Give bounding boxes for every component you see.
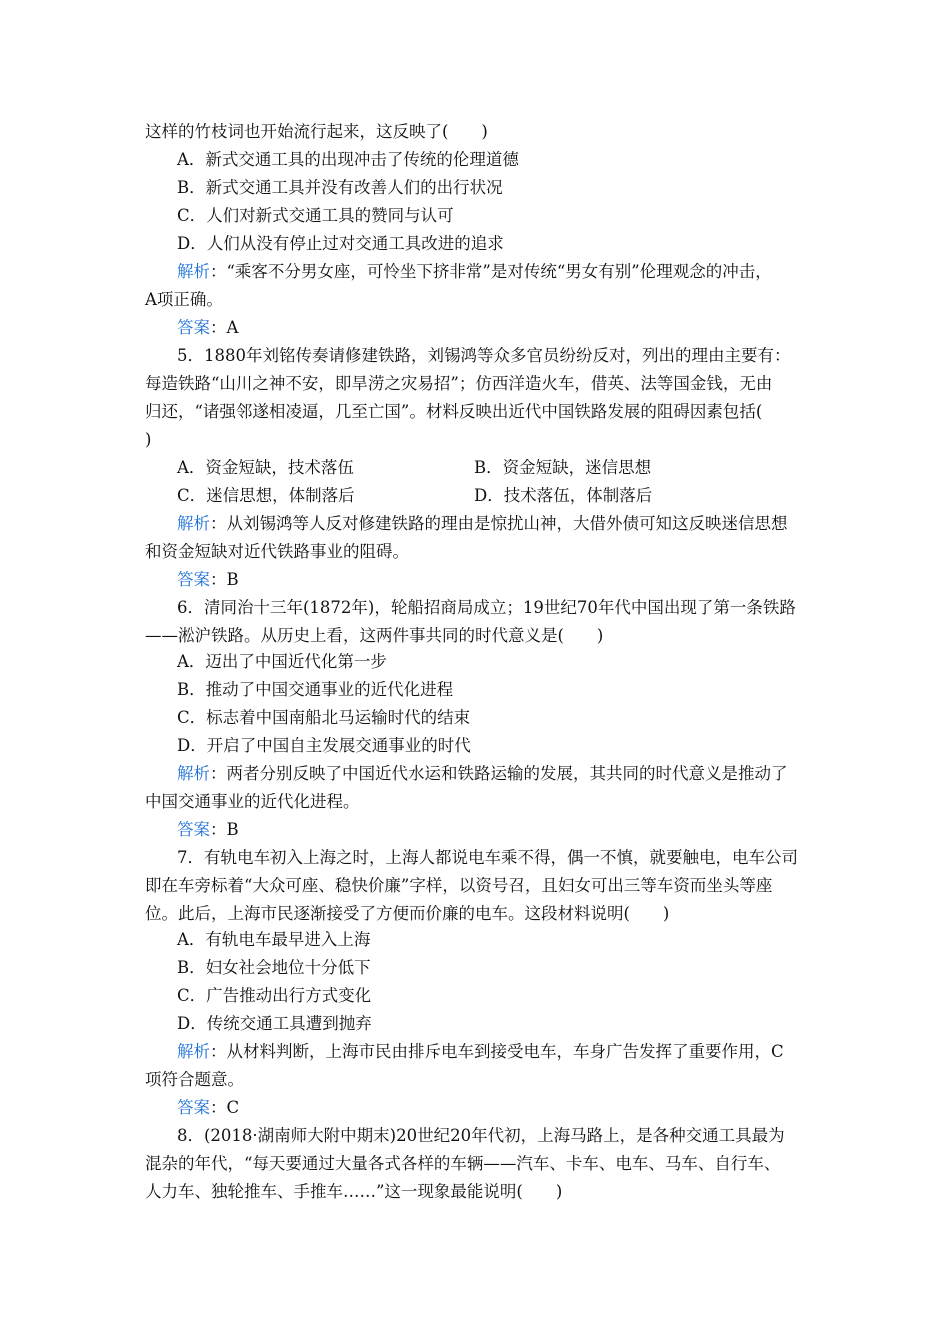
q6-analysis	[177, 764, 788, 784]
q6-stem-2: ——淞沪铁路。从历史上看，这两件事共同的时代意义是( )	[145, 626, 604, 645]
q7-option-a: A．有轨电车最早进入上海	[177, 930, 371, 949]
q4-answer	[177, 318, 238, 338]
answer-value: ：B	[210, 820, 239, 839]
q7-answer	[177, 1098, 239, 1118]
q4-option-d: D．人们从没有停止过对交通工具改进的追求	[177, 234, 504, 253]
q7-option-b: B．妇女社会地位十分低下	[177, 958, 371, 977]
q5-answer	[177, 570, 239, 590]
q5-option-d: D．技术落伍，体制落后	[474, 486, 653, 505]
answer-label: 答案	[177, 318, 210, 337]
analysis-label: 解析	[177, 262, 210, 281]
q4-option-b: B．新式交通工具并没有改善人们的出行状况	[177, 178, 503, 197]
answer-value: ：C	[210, 1098, 240, 1117]
q6-option-a: A．迈出了中国近代化第一步	[177, 652, 387, 671]
q7-analysis	[177, 1042, 784, 1062]
q5-option-c: C．迷信思想，体制落后	[177, 486, 355, 505]
q5-stem-3: 归还，“诸强邻遂相凌逼，几至亡国”。材料反映出近代中国铁路发展的阻碍因素包括(	[145, 402, 763, 421]
q6-option-b: B．推动了中国交通事业的近代化进程	[177, 680, 454, 699]
q7-analysis-cont: 项符合题意。	[145, 1070, 244, 1089]
q7-stem-3: 位。此后，上海市民逐渐接受了方便而价廉的电车。这段材料说明( )	[145, 904, 670, 923]
answer-value: ：A	[210, 318, 239, 337]
analysis-text: ：两者分别反映了中国近代水运和铁路运输的发展，其共同的时代意义是推动了	[210, 764, 788, 783]
q6-stem: 6．清同治十三年(1872年)，轮船招商局成立；19世纪70年代中国出现了第一条铁路	[177, 598, 796, 617]
q5-stem: 5．1880年刘铭传奏请修建铁路，刘锡鸿等众多官员纷纷反对，列出的理由主要有：	[177, 346, 791, 365]
analysis-text: ：从材料判断，上海市民由排斥电车到接受电车，车身广告发挥了重要作用，C	[210, 1042, 784, 1061]
q6-analysis-cont: 中国交通事业的近代化进程。	[145, 792, 360, 811]
analysis-label: 解析	[177, 514, 210, 533]
q8-stem: 8．(2018·湖南师大附中期末)20世纪20年代初，上海马路上，是各种交通工具最为	[177, 1126, 785, 1145]
answer-label: 答案	[177, 570, 210, 589]
analysis-label: 解析	[177, 1042, 210, 1061]
q8-stem-3: 人力车、独轮推车、手推车……”这一现象最能说明( )	[145, 1182, 563, 1201]
analysis-text: ：“乘客不分男女座，可怜坐下挤非常”是对传统“男女有别”伦理观念的冲击，	[210, 262, 772, 281]
answer-value: ：B	[210, 570, 239, 589]
q5-analysis-cont: 和资金短缺对近代铁路事业的阻碍。	[145, 542, 409, 561]
q5-option-a: A．资金短缺，技术落伍	[177, 458, 354, 477]
q7-stem: 7．有轨电车初入上海之时，上海人都说电车乘不得，偶一不慎，就要触电，电车公司	[177, 848, 798, 867]
q6-option-d: D．开启了中国自主发展交通事业的时代	[177, 736, 471, 755]
q7-option-d: D．传统交通工具遭到抛弃	[177, 1014, 372, 1033]
q4-stem: 这样的竹枝词也开始流行起来，这反映了( )	[145, 122, 488, 141]
q6-answer	[177, 820, 239, 840]
q4-analysis	[177, 262, 772, 282]
q6-option-c: C．标志着中国南船北马运输时代的结束	[177, 708, 471, 727]
q5-option-b: B．资金短缺，迷信思想	[474, 458, 652, 477]
q4-option-c: C．人们对新式交通工具的赞同与认可	[177, 206, 454, 225]
q7-stem-2: 即在车旁标着“大众可座、稳快价廉”字样，以资号召，且妇女可出三等车资而坐头等座	[145, 876, 773, 895]
q5-stem-2: 每造铁路“山川之神不安，即旱涝之灾易招”；仿西洋造火车，借英、法等国金钱，无由	[145, 374, 773, 393]
q7-option-c: C．广告推动出行方式变化	[177, 986, 372, 1005]
answer-label: 答案	[177, 1098, 210, 1117]
q4-analysis-cont: A项正确。	[145, 290, 223, 309]
answer-label: 答案	[177, 820, 210, 839]
q5-stem-4: )	[145, 430, 152, 449]
q5-analysis	[177, 514, 788, 534]
analysis-label: 解析	[177, 764, 210, 783]
q4-option-a: A．新式交通工具的出现冲击了传统的伦理道德	[177, 150, 519, 169]
analysis-text: ：从刘锡鸿等人反对修建铁路的理由是惊扰山神，大借外债可知这反映迷信思想	[210, 514, 788, 533]
q8-stem-2: 混杂的年代，“每天要通过大量各式各样的车辆——汽车、卡车、电车、马车、自行车、	[145, 1154, 781, 1173]
